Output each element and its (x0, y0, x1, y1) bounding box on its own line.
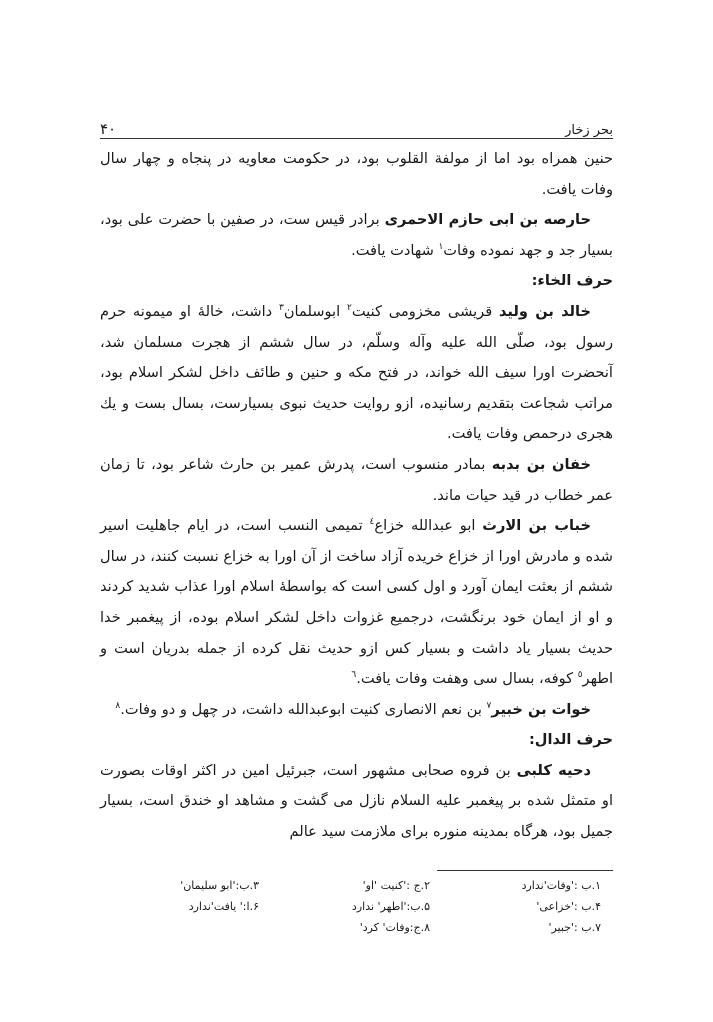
entry-name: خالد بن ولید (499, 302, 591, 320)
entry-name: خوات بن خبیر (491, 700, 591, 718)
footnote-ref: ٦ (351, 670, 357, 681)
footnote-ref: ٥ (577, 670, 583, 681)
page-header (100, 118, 613, 138)
paragraph-text: بن فروه صحابی مشهور است، جبرئیل امین در اکثر اوقات بصورت او متمثل شده بر پیغمبر علیه السلام نازل می گشت و مشاهد او خندق است، بسیار جمیل بود، هرگاه بمدینه منوره برای ملازمت سید عالم (100, 761, 613, 841)
entry-name: دحیه کلبی (516, 761, 591, 779)
footnote: ۸.ج:وفات' کرد' (359, 921, 430, 934)
paragraph (100, 511, 613, 695)
footnote: ۵.ب:'اطهر' ندارد (351, 900, 430, 913)
paragraph-text: بن نعم الانصاری کنیت ابوعبدالله داشت، در چهل و دو وفات. (120, 700, 487, 718)
paragraph-text: بمادر منسوب است، پدرش عمیر بن حارث شاعر بود، تا زمان عمر خطاب در قید حیات ماند. (100, 455, 613, 504)
body-text (100, 144, 613, 848)
footnote-ref: ٤ (369, 517, 375, 528)
running-title: بحر زخار (565, 123, 613, 138)
paragraph (100, 756, 613, 848)
paragraph (100, 205, 613, 266)
footnotes (100, 877, 613, 937)
page-number: ۴۰ (100, 120, 117, 138)
paragraph-text: ابوسلمان (283, 302, 347, 320)
footnote-ref: ٧ (486, 700, 492, 711)
paragraph-text: قریشی مخزومی کنیت (351, 302, 499, 320)
paragraph-text: برادر قیس ست، در صفین با حضرت علی بود، بسیار جد و جهد نموده وفات (100, 211, 613, 259)
footnote: ۱.ب :'وفات'ندارد (521, 879, 601, 892)
entry-name: خفان بن بدبه (491, 455, 591, 473)
section-heading: حرف الخاء: (531, 272, 613, 290)
paragraph (100, 695, 613, 726)
entry-name: حارصه بن ابی حازم الاحمری (384, 211, 591, 229)
paragraph-text: تمیمی النسب است، در ایام جاهلیت اسیر شده و مادرش اورا از خزاع خریده آزاد ساخت از آن اورا به خزاع نسبت کنند، در سال ششم از بعثت ایمان آورد و اول کسی است که بواسطهٔ اسلام اورا عذاب شدید کردند و او از ایمان خود برنگشت، درجمیع غزوات داخل لشکر اسلام بوده، از پیغمبر خدا حدیث بسیار یاد داشت و بسیار کس ازو حدیث نقل کرده از جمله بدریان است و اطهر (100, 517, 613, 688)
paragraph (100, 450, 613, 511)
paragraph (100, 297, 613, 450)
footnote: ۳.ب:'ابو سلیمان' (180, 879, 259, 892)
footnote: ۴.ب :'خزاعی' (536, 900, 601, 913)
footnote-ref: ١ (438, 241, 444, 252)
paragraph-text: ابو عبدالله خزاع (374, 517, 483, 535)
footnote-ref: ٣ (279, 303, 284, 314)
section-heading: حرف الدال: (528, 731, 613, 749)
footnote-ref: ٨ (115, 700, 121, 711)
paragraph-text: حنین همراه بود اما از مولفة القلوب بود، در حکومت معاویه در پنجاه و چهار سال وفات یافت. (100, 150, 613, 198)
footnote-separator (437, 870, 613, 871)
paragraph-text: شهادت یافت. (351, 241, 439, 259)
footnote-ref: ٢ (347, 303, 352, 314)
footnote: ۲.ج :'کنیت 'او' (362, 879, 430, 892)
footnote: ۷.ب :'جبیر' (548, 921, 601, 934)
footnote: ۶.ا:' یافت'ندارد (188, 900, 259, 913)
paragraph-text: داشت، خالهٔ او میمونه حرم رسول بود، صلّی الله علیه وآله وسلّم، در سال ششم از هجرت مسلمان شد، آنحضرت اورا سیف الله خواند، در فتح مکه و حنین و طائف داخل لشکر اسلام بود، مراتب شجاعت بتقدیم رسانیده، ازو روایت حدیث نبوی بسیارست، بسال بست و یك هجری درحمص وفات یافت. (100, 302, 613, 443)
paragraph (100, 144, 613, 205)
entry-name: خباب بن الارث (482, 517, 591, 535)
header-rule (100, 138, 613, 139)
paragraph-text: کوفه، بسال سی وهفت وفات یافت. (356, 670, 578, 688)
